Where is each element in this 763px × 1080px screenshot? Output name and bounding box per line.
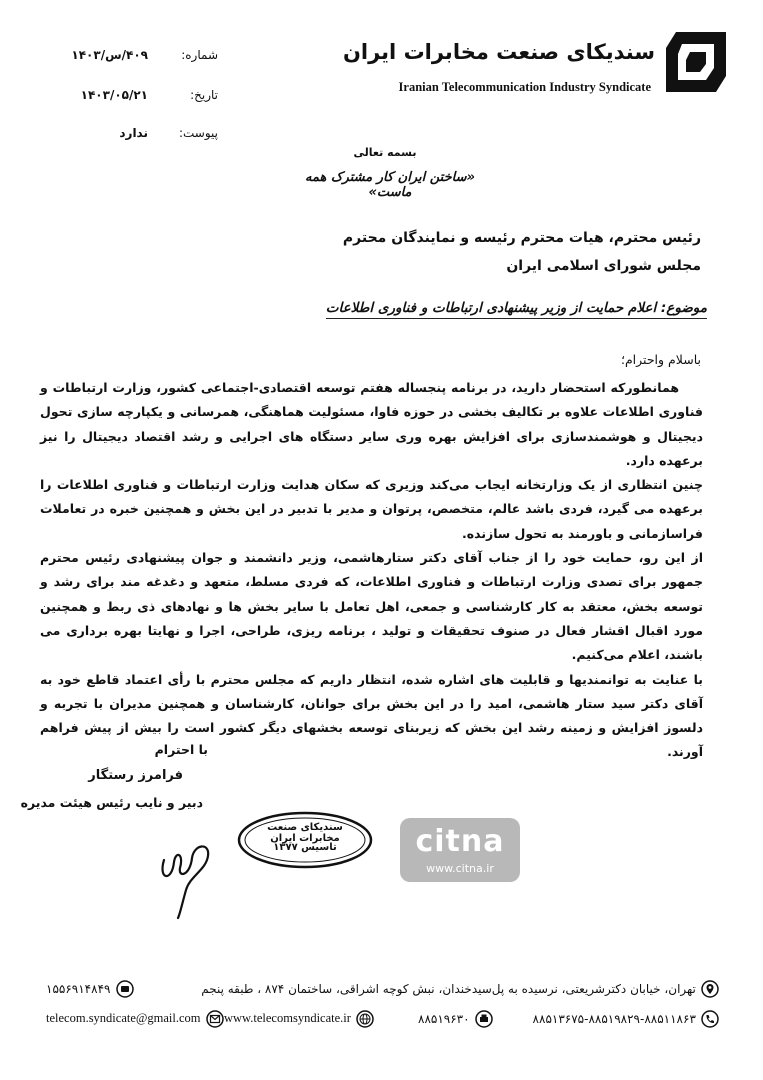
postal-box-icon <box>116 980 134 998</box>
attachment-label: پیوست: <box>178 126 218 140</box>
email-link[interactable]: telecom.syndicate@gmail.com <box>46 1011 201 1025</box>
phone-icon <box>701 1010 719 1028</box>
footer-postal <box>46 978 134 998</box>
recipient-line-2: مجلس شورای اسلامی ایران <box>506 258 701 274</box>
stamp-line-1: سندیکای صنعت مخابرات ایران <box>267 822 343 844</box>
body-paragraph-3: از این رو، حمایت خود را از جناب آقای دکتر ستارهاشمی، وزیر دانشمند و جوان پیشنهادی رئیس محترم جمهور برای تصدی وزارت ارتباطات و فناوری اطلاعات، که فردی مسلط، متعهد و دغدغه مند برای رشد و توسعه بخش، معتقد به کار کارشناسی و جمعی، اهل تعامل با سایر بخش ها و نهادهای ذی ربط و همچنین مورد اقبال اقشار فعال در صنوف تحقیقات و تولید ، برنامه ریزی، طراحی، اجرا و نهایتا بهره برداری می باشند، اعلام می‌کنیم. <box>40 550 703 663</box>
footer-phones <box>533 1008 719 1028</box>
org-name-fa: سندیکای صنعت مخابرات ایران <box>342 40 655 64</box>
subject-line: موضوع: اعلام حمایت از وزیر پیشنهادی ارتباطات و فناوری اطلاعات <box>326 300 707 319</box>
footer-fax <box>418 1008 493 1028</box>
address-text: تهران، خیابان دکترشریعتی، نرسیده به پل‌سیدخندان، نبش کوچه اشراقی، ساختمان ۸۷۴ ، طبقه پنجم <box>201 981 696 996</box>
handwritten-signature <box>150 820 240 920</box>
slogan: «ساختن ایران کار مشترک همه ماست» <box>305 170 475 200</box>
recipient-line-1: رئیس محترم، هیات محترم رئیسه و نمایندگان محترم <box>342 230 701 246</box>
email-icon <box>206 1010 224 1028</box>
body-paragraph-4: با عنایت به توانمندیها و قابلیت های اشاره شده، انتظار داریم که مجلس محترم با رأی اعتماد قاطع خود به آقای دکتر سید ستار هاشمی، امید را در این بخش برای جوانان، کارشناسان و همچنین مدیران با تجربه و دلسوز افزایش و زمینه رشد این بخش که زیربنای توسعه بخشهای دیگر کشور است را بیش از پیش فراهم آورند. <box>40 671 703 760</box>
body-paragraph-1: همانطورکه استحضار دارید، در برنامه پنجساله هفتم توسعه اقتصادی-اجتماعی کشور، وزارت ارتباطات و فناوری اطلاعات علاوه بر تکالیف بخشی در حوزه فاوا، مسئولیت هماهنگی، همرسانی و یکپارچه سازی تحول دیجیتال و هوشمندسازی برای افزایش بهره وری سایر دستگاه های اجرایی و رشد اقتصاد دیجیتال را نیز برعهده دارد. <box>40 380 703 468</box>
bismillah: بسمه تعالی <box>353 146 417 159</box>
number-label: شماره: <box>181 48 218 62</box>
footer-email <box>46 1008 224 1028</box>
greeting: باسلام واحترام؛ <box>620 352 701 367</box>
number-value: ۴۰۹/س/۱۴۰۳ <box>71 48 148 62</box>
signer-name: فرامرز رستگار <box>88 768 183 783</box>
syndicate-logo-icon <box>662 28 730 96</box>
stamp-line-2: تاسیس ۱۳۷۷ <box>273 842 337 853</box>
citna-watermark <box>400 818 520 882</box>
location-pin-icon <box>701 980 719 998</box>
date-value: ۱۴۰۳/۰۵/۲۱ <box>80 88 148 102</box>
body-paragraph-2: چنین انتظاری از یک وزارتخانه ایجاب می‌کند وزیری که سکان هدایت وزارت ارتباطات و فناوری اطلاعات را برعهده می گیرد، فردی باشد عالم، متخصص، پرتوان و مدیر با تدبیر در این بخش و همچنین خبره در تعاملات فراسازمانی و باورمند به تحول سازنده. <box>40 477 703 541</box>
footer-address <box>201 978 719 998</box>
closing-regards: با احترام <box>154 742 208 757</box>
watermark-url: www.citna.ir <box>426 862 494 875</box>
phone-numbers: ۸۸۵۱۳۶۷۵-۸۸۵۱۹۸۲۹-۸۸۵۱۱۸۶۳ <box>532 1011 696 1026</box>
letter-body <box>40 376 703 765</box>
signer-title: دبیر و نایب رئیس هیئت مدیره <box>20 795 203 810</box>
date-label: تاریخ: <box>190 88 218 102</box>
fax-icon <box>475 1010 493 1028</box>
footer-website <box>224 1008 374 1028</box>
fax-number: ۸۸۵۱۹۶۳۰ <box>418 1011 470 1026</box>
attachment-value: ندارد <box>119 126 148 140</box>
website-link[interactable]: www.telecomsyndicate.ir <box>224 1011 351 1025</box>
postal-code: ۱۵۵۶۹۱۴۸۴۹ <box>46 981 111 996</box>
watermark-logo: citna <box>415 824 505 859</box>
globe-icon <box>356 1010 374 1028</box>
org-name-en: Iranian Telecommunication Industry Syndicate <box>398 80 651 94</box>
official-stamp <box>236 810 374 870</box>
